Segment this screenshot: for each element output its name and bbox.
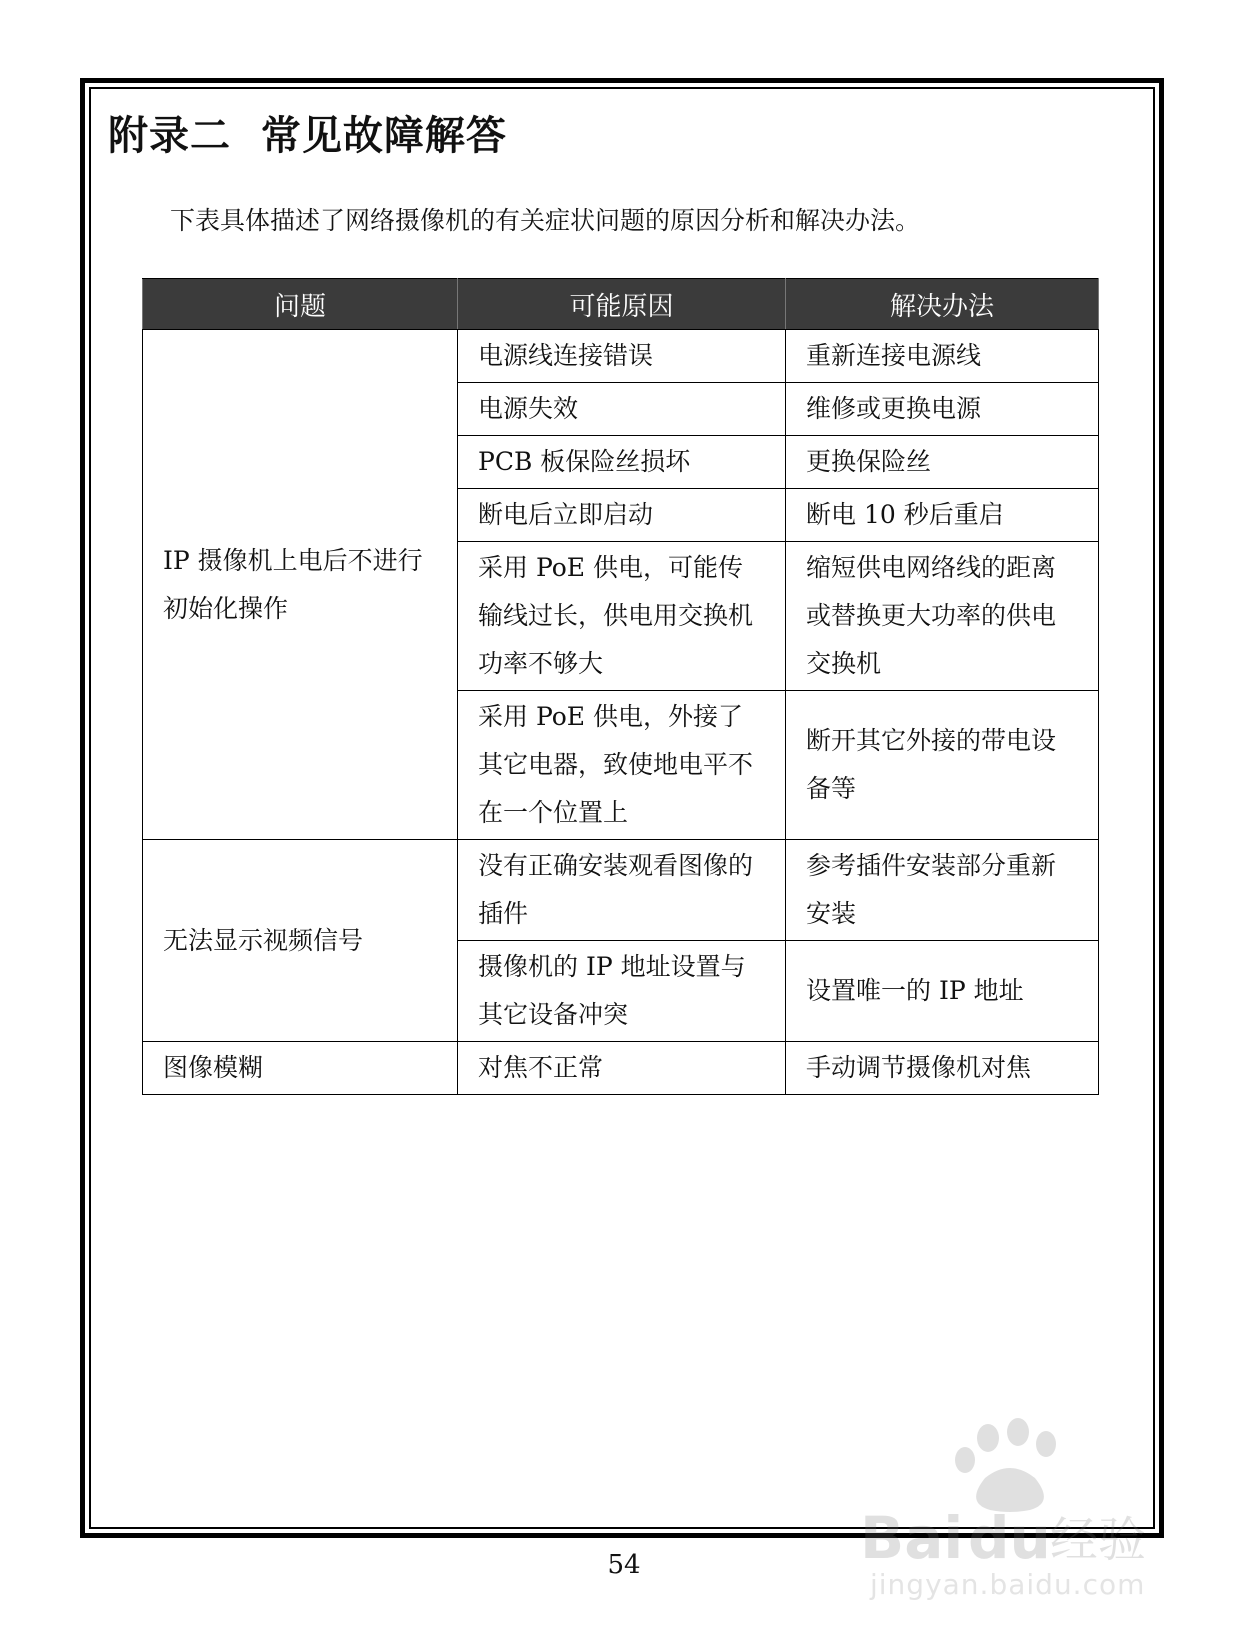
table-row <box>143 1042 1099 1095</box>
solution-cell: 断电 10 秒后重启 <box>786 489 1099 542</box>
problem-cell: IP 摄像机上电后不进行初始化操作 <box>143 330 458 840</box>
page-title: 附录二 常见故障解答 <box>108 113 507 159</box>
cause-cell: 电源线连接错误 <box>458 330 786 383</box>
svg-text:Bai: Bai <box>860 1504 964 1572</box>
intro-paragraph: 下表具体描述了网络摄像机的有关症状问题的原因分析和解决办法。 <box>170 206 921 235</box>
problem-cell: 无法显示视频信号 <box>143 840 458 1042</box>
cause-cell: 摄像机的 IP 地址设置与其它设备冲突 <box>458 941 786 1042</box>
solution-cell: 重新连接电源线 <box>786 330 1099 383</box>
solution-cell: 参考插件安装部分重新安装 <box>786 840 1099 941</box>
header-cause: 可能原因 <box>458 279 786 330</box>
solution-cell: 维修或更换电源 <box>786 383 1099 436</box>
cause-cell: 电源失效 <box>458 383 786 436</box>
cause-cell: 没有正确安装观看图像的插件 <box>458 840 786 941</box>
baidu-watermark <box>860 1418 1160 1628</box>
watermark-url: jingyan.baidu.com <box>870 1568 1146 1601</box>
cause-cell: 断电后立即启动 <box>458 489 786 542</box>
solution-cell: 缩短供电网络线的距离或替换更大功率的供电交换机 <box>786 542 1099 691</box>
header-solution: 解决办法 <box>786 279 1099 330</box>
solution-cell: 断开其它外接的带电设备等 <box>786 691 1099 840</box>
cause-cell: PCB 板保险丝损坏 <box>458 436 786 489</box>
table-row <box>143 840 1099 941</box>
cause-cell: 采用 PoE 供电，可能传输线过长，供电用交换机功率不够大 <box>458 542 786 691</box>
baidu-paw-logo-icon <box>860 1418 1160 1578</box>
table-header-row <box>143 279 1099 330</box>
solution-cell: 手动调节摄像机对焦 <box>786 1042 1099 1095</box>
page-number: 54 <box>607 1550 641 1580</box>
cause-cell: 采用 PoE 供电，外接了其它电器，致使地电平不在一个位置上 <box>458 691 786 840</box>
svg-text:du: du <box>968 1504 1051 1572</box>
faq-table <box>142 278 1099 1095</box>
problem-cell: 图像模糊 <box>143 1042 458 1095</box>
solution-cell: 更换保险丝 <box>786 436 1099 489</box>
header-problem: 问题 <box>143 279 458 330</box>
svg-text:经验: 经验 <box>1050 1512 1147 1568</box>
cause-cell: 对焦不正常 <box>458 1042 786 1095</box>
solution-cell: 设置唯一的 IP 地址 <box>786 941 1099 1042</box>
table-row <box>143 330 1099 383</box>
